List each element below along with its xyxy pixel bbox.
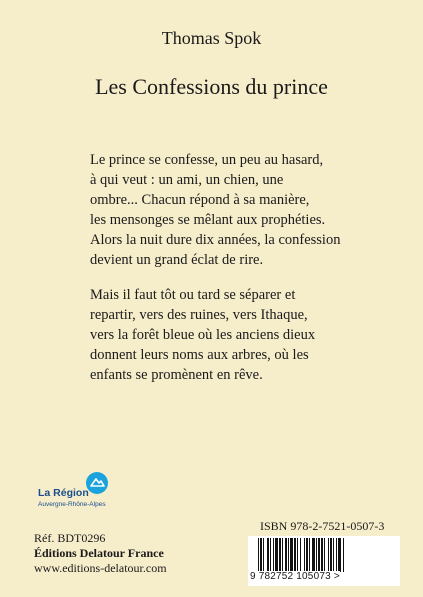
barcode-bar <box>333 538 334 572</box>
blurb-line: à qui veut : un ami, un chien, une <box>90 172 284 188</box>
barcode-bar <box>297 538 298 572</box>
barcode-bar <box>318 538 320 572</box>
barcode-bar <box>336 538 337 572</box>
blurb-line: vers la forêt bleue où les anciens dieux <box>90 327 316 343</box>
barcode-bar <box>343 538 344 572</box>
reference-code: Réf. BDT0296 <box>34 531 106 545</box>
barcode-bar <box>288 538 289 572</box>
author-name: Thomas Spok <box>161 28 262 48</box>
barcode-bar <box>263 538 264 572</box>
barcode-bar <box>282 538 283 572</box>
barcode-bar <box>330 538 332 572</box>
barcode-bar <box>300 538 301 572</box>
barcode-bar <box>270 538 271 572</box>
barcode-bar <box>328 538 329 572</box>
publisher-website: www.editions-delatour.com <box>34 561 167 575</box>
barcode-bar <box>258 538 259 572</box>
barcode-bar <box>267 538 269 572</box>
barcode-bar <box>294 538 296 572</box>
region-logo <box>38 472 128 522</box>
barcode-bar <box>304 538 305 572</box>
barcode-bar <box>273 538 274 572</box>
region-name: La Région <box>38 487 89 499</box>
barcode-bar <box>312 538 315 572</box>
barcode-bar <box>306 538 308 572</box>
barcode-bar <box>275 538 278 572</box>
barcode-digits: 9 782752 105073 > <box>250 571 340 582</box>
barcode-bar <box>279 538 281 572</box>
blurb-line: repartir, vers des ruines, vers Ithaque, <box>90 307 308 323</box>
blurb-line: donnent leurs noms aux arbres, où les <box>90 347 309 363</box>
blurb-line: Alors la nuit dure dix années, la confession <box>90 232 341 248</box>
blurb-line: ombre... Chacun répond à sa manière, <box>90 192 310 208</box>
barcode-bar <box>338 538 341 572</box>
region-subtitle: Auvergne-Rhône-Alpes <box>38 501 106 508</box>
barcode-bar <box>285 538 287 572</box>
barcode-bars <box>252 538 396 572</box>
book-title: Les Confessions du prince <box>95 74 328 99</box>
blurb-line: les mensonges se mêlant aux prophéties. <box>90 212 326 228</box>
barcode-bar <box>316 538 317 572</box>
publisher-name: Éditions Delatour France <box>34 546 164 560</box>
region-mountain-icon <box>86 472 108 494</box>
blurb-paragraph-2 <box>90 285 330 385</box>
barcode-bar <box>321 538 323 572</box>
blurb-paragraph-1 <box>90 150 341 270</box>
blurb-line: devient un grand éclat de rire. <box>90 252 264 268</box>
barcode <box>248 536 400 586</box>
isbn-label: ISBN 978-2-7521-0507-3 <box>260 519 385 533</box>
blurb-line: enfants se promènent en rêve. <box>90 367 263 383</box>
barcode-bar <box>260 538 262 572</box>
barcode-bar <box>309 538 310 572</box>
barcode-bar <box>324 538 325 572</box>
barcode-bar <box>290 538 293 572</box>
blurb-line: Mais il faut tôt ou tard se séparer et <box>90 287 296 303</box>
blurb-line: Le prince se confesse, un peu au hasard, <box>90 152 324 168</box>
